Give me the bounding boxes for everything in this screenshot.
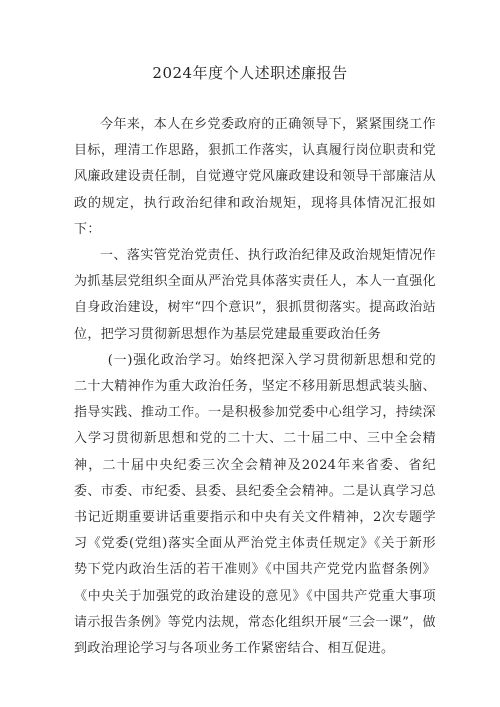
intro-paragraph: 今年来，本人在乡党委政府的正确领导下，紧紧围绕工作目标，理清工作思路，狠抓工作落实，认真履行岗位职责和党风廉政建设责任制，自觉遵守党风廉政建设和领导干部廉洁从政的规定，执行政治纪律和政治规矩，现将具体情况汇报如下： bbox=[74, 117, 436, 237]
subsection-one-paragraph: (一)强化政治学习。始终把深入学习贯彻新思想和党的二十大精神作为重大政治任务，坚定不移用新思想武装头脑、指导实践、推动工作。一是积极参加党委中心组学习，持续深入学习贯彻新思想和党的二十大、二十届二中、三中全会精神，二十届中央纪委三次全会精神及2024年来省委、省纪委、市委、市纪委、县委、县纪委全会精神。二是认真学习总书记近期重要讲话重要指示和中央有关文件精神，2次专题学习《党委(党组)落实全面从严治党主体责任规定》《关于新形势下党内政治生活的若干准则》《中国共产党党内监督条例》《中央关于加强党的政治建设的意见》《中国共产党重大事项请示报告条例》等党内法规，常态化组织开展“三会一课”，做到政治理论学习与各项业务工作紧密结合、相互促进。 bbox=[74, 352, 436, 657]
section-one-paragraph: 一、落实管党治党责任、执行政治纪律及政治规矩情况作为抓基层党组织全面从严治党具体落实责任人，本人一直强化自身政治建设，树牢“四个意识”，狠抓贯彻落实。提高政治站位，把学习贯彻新思想作为基层党建最重要政治任务 bbox=[74, 248, 436, 342]
document-body bbox=[74, 112, 436, 662]
document-title: 2024年度个人述职述廉报告 bbox=[152, 64, 348, 82]
